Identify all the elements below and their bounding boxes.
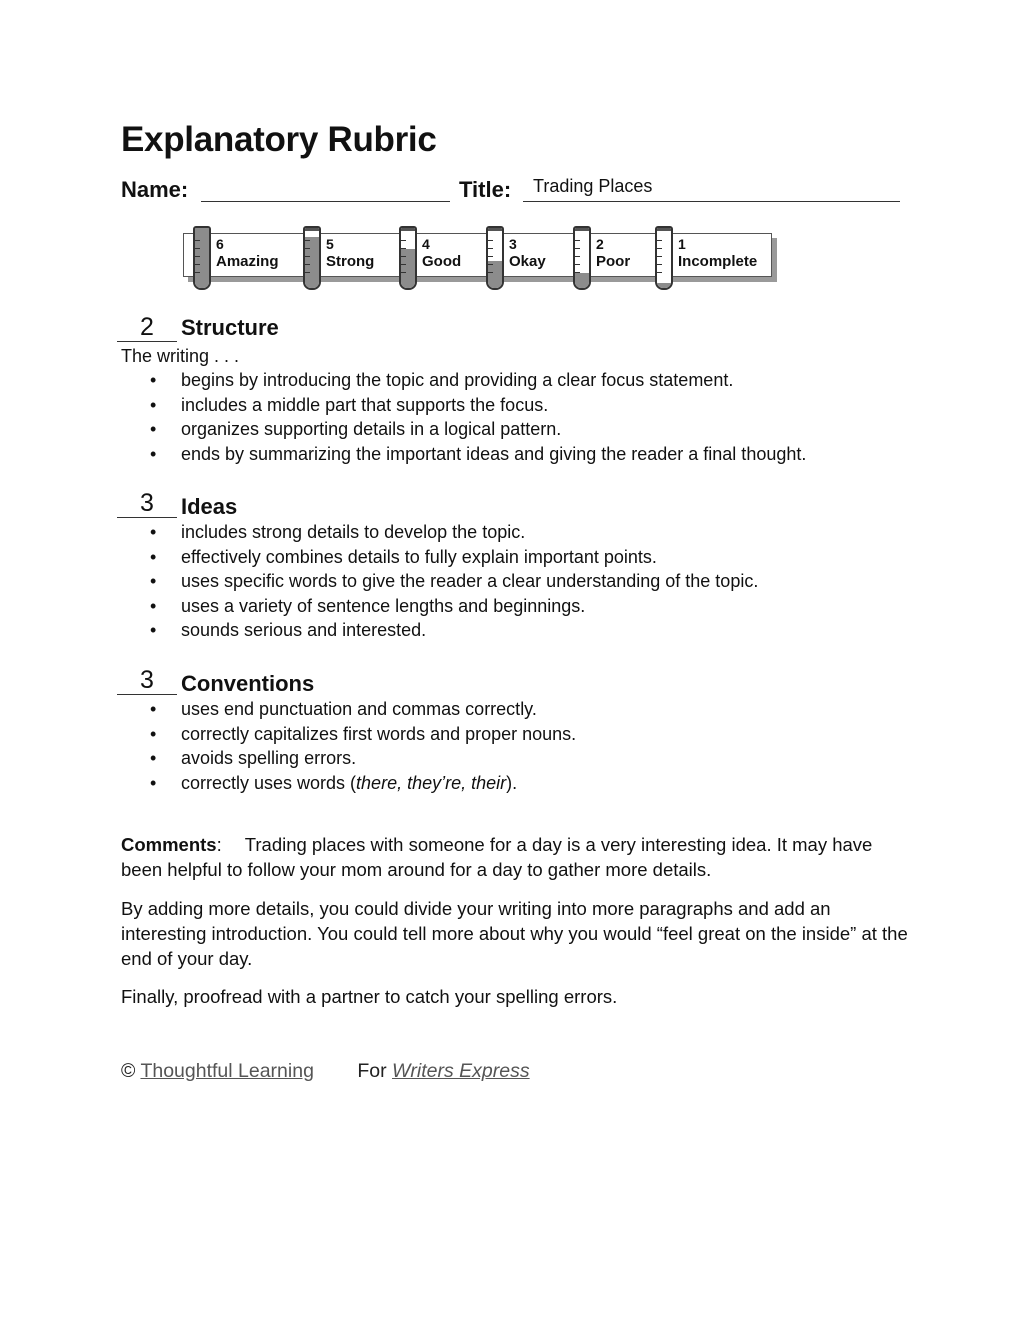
- comments-colon: :: [216, 834, 222, 855]
- footer-for-label: For: [357, 1060, 387, 1082]
- ideas-heading: Ideas: [181, 494, 238, 519]
- page-title: Explanatory Rubric: [121, 120, 437, 159]
- comment-paragraph: [121, 832, 911, 882]
- thermometer-icon: [486, 226, 504, 290]
- title-value: Trading Places: [533, 176, 653, 196]
- list-item: • avoids spelling errors.: [150, 747, 576, 772]
- conventions-heading: Conventions: [181, 671, 315, 696]
- list-item-italic-words: there, they’re, their: [356, 772, 507, 793]
- thermometer-icon: [193, 226, 211, 290]
- name-label: Name:: [121, 177, 189, 202]
- list-item: • includes a middle part that supports the focus.: [150, 394, 806, 419]
- ideas-score-line[interactable]: [117, 517, 177, 518]
- list-item: • ends by summarizing the important ideas and giving the reader a final thought.: [150, 443, 806, 468]
- list-item-suffix: ).: [506, 772, 518, 793]
- ideas-score: 3: [140, 489, 154, 517]
- scale-number: 3: [509, 236, 517, 252]
- rating-scale: [183, 226, 783, 290]
- scale-label: Amazing: [216, 253, 279, 270]
- conventions-score-line[interactable]: [117, 694, 177, 695]
- thermometer-icon: [573, 226, 591, 290]
- comment-text: Trading places with someone for a day is a very interesting idea. It may have been helpful to follow your mom around for a day to gather more details.: [121, 834, 873, 880]
- structure-score: 2: [140, 313, 154, 341]
- list-item: • organizes supporting details in a logical pattern.: [150, 418, 806, 443]
- footer: [121, 1060, 530, 1083]
- thermometer-icon: [303, 226, 321, 290]
- thermometer-icon: [399, 226, 417, 290]
- comments-label: Comments: [121, 834, 217, 855]
- list-item: • uses a variety of sentence lengths and beginnings.: [150, 595, 758, 620]
- thoughtful-learning-link[interactable]: Thoughtful Learning: [140, 1060, 314, 1082]
- structure-heading: Structure: [181, 315, 279, 340]
- list-item: • includes strong details to develop the topic.: [150, 521, 758, 546]
- list-item: • correctly capitalizes first words and proper nouns.: [150, 723, 576, 748]
- ideas-criteria-list: [150, 521, 758, 644]
- scale-label: Incomplete: [678, 253, 758, 270]
- list-item: • effectively combines details to fully explain important points.: [150, 546, 758, 571]
- list-item-prefix: correctly uses words (: [181, 772, 357, 793]
- scale-number: 2: [596, 236, 604, 252]
- list-item: • begins by introducing the topic and providing a clear focus statement.: [150, 369, 806, 394]
- scale-number: 1: [678, 236, 686, 252]
- structure-intro: The writing . . .: [121, 346, 240, 366]
- scale-label: Okay: [509, 253, 546, 270]
- conventions-criteria-list: [150, 698, 576, 796]
- copyright-symbol: ©: [121, 1060, 136, 1082]
- name-field[interactable]: [201, 201, 450, 202]
- list-item: • uses end punctuation and commas correctly.: [150, 698, 576, 723]
- conventions-score: 3: [140, 666, 154, 694]
- writers-express-link[interactable]: Writers Express: [392, 1060, 530, 1082]
- scale-number: 4: [422, 236, 430, 252]
- scale-number: 6: [216, 236, 224, 252]
- scale-label: Poor: [596, 253, 631, 270]
- structure-criteria-list: [150, 369, 806, 467]
- structure-score-line[interactable]: [117, 341, 177, 342]
- list-item: • uses specific words to give the reader a clear understanding of the topic.: [150, 570, 758, 595]
- scale-label: Good: [422, 253, 462, 270]
- list-item: • sounds serious and interested.: [150, 619, 758, 644]
- title-field[interactable]: [523, 201, 900, 202]
- title-label: Title:: [459, 177, 512, 202]
- thermometer-icon: [655, 226, 673, 290]
- scale-number: 5: [326, 236, 334, 252]
- list-item: [150, 772, 576, 797]
- scale-label: Strong: [326, 253, 375, 270]
- comment-paragraph: By adding more details, you could divide your writing into more paragraphs and add an interesting introduction. You could tell more about why you would “feel great on the inside” at the end of your day.: [121, 898, 908, 969]
- comment-paragraph: Finally, proofread with a partner to catch your spelling errors.: [121, 986, 618, 1007]
